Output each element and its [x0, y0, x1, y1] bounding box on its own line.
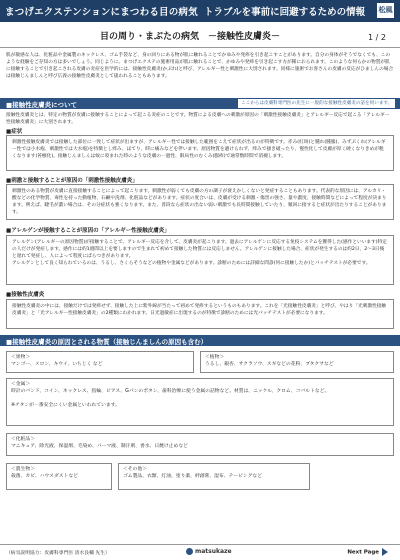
top-banner	[0, 0, 400, 22]
cosmetics-list: マニキュア、除光液、保湿剤、毛染め、パーマ液、制汗剤、香水、日焼け止めなど	[11, 444, 188, 449]
other-list: ゴム製品、衣類、灯油、塗り薬、絆創膏、湿布、テーピングなど	[123, 474, 263, 479]
metal-note: ※チタンが一番安全にくい金属といわれています。	[11, 403, 120, 408]
next-page-link[interactable]	[347, 548, 388, 556]
page-header	[0, 22, 400, 48]
allergic-text-1: アレルゲン(アレルギーの原因物質)が接触することで、アレルギー反応を介して、皮膚炎が起こります。過去にアレルゲンに反応する免疫システムを獲得した(感作といいます)特定の人だけが発症します。感作には約1週間以上を要しますので生まれて初めて接触した物質には反応しません。アレルゲンに接触した場合、症状が発生するのは約2日、2～3日後と遅れて発症し、人によって程度にばらつきがあります。	[12, 240, 388, 259]
cosmetics-box	[6, 433, 394, 456]
section-about-note: ここからは皮膚科専門医の先生に一般的な接触性皮膚炎の話を伺います。	[238, 99, 395, 108]
symptoms-box: 刺激性接触皮膚炎では接触した部位に一致して症状が出ますが、アレルギー性では接触した範囲をこえて症状が出るのが特徴です。赤み(紅斑)と腫れ(腫脹)、みずぶくれ(アレルギー性では小水疱、刺激性では大水疱)を特徴とし痒み、ほてり、時に痛みなどを伴います。原因物質を避けられず、痒みで掻き破ったり、慢性化して皮膚が厚く硬くなりきめが粗くなります(苔癬化)。接触じんましんは蚊に咬まれた時のような皮膚の一過性、限局性のむくみ(膨疹)で通常数時間で消褪します。	[6, 135, 394, 171]
section-about-text: 接触性皮膚炎とは、特定の物質が皮膚に接触することによって起こる炎症のことです。物質による皮膚への刺激が原因の「刺激性接触皮膚炎」とアレルギー反応で起こる「アレルギー性接触皮膚炎」に大別されます。	[6, 113, 390, 125]
metal-title: ＜金属＞	[11, 382, 31, 387]
section-causes-header	[0, 335, 400, 346]
allergic-title: ■アレルゲンが接触することが原因の「アレルギー性接触皮膚炎」	[6, 228, 170, 234]
intro-text: 肌が敏感な人は、化粧品や金属製のネックレス、ゴム手袋など、身の回りにある物が肌に触れることでかゆみや発疹を引き起こすことがあります。自分の身体がそうでなくても、このような経験をご存知の方は多いでしょう。同じように、まつげエクステの施術用品が肌に触れることで、かゆみや発疹を引き起こす方が稀におられます。このような何らかの物質が肌に接触することで引き起こされる皮膚の炎症を医学的には、接触性皮膚炎(かぶれ)と呼び、アレルギー性と刺激性に大別されます。同様に施術でお客さんの皮膚の反応がひましんの場合は接触じんましんと呼び広義の接触性皮膚炎として扱われることもあります。	[6, 53, 394, 79]
footer-brand	[186, 548, 232, 555]
irritant-title: ■刺激と接触することが原因の「刺激性接触皮膚炎」	[6, 178, 138, 184]
plants-list: うるし、銀杏、サクラソウ、スギなどの花粉、ブタクサなど	[205, 362, 334, 367]
page-footer	[0, 544, 400, 560]
brand-mark-icon	[186, 548, 193, 555]
footer-brand-text: matsukaze	[195, 548, 232, 555]
section-causes-label: ■接触性皮膚炎の原因とされる物質（接触じんましんの原因も含む）	[6, 338, 208, 346]
irritant-box: 刺激性のある物質が皮膚に直接接触することによって起こります。刺激性が弱くても皮膚の方の調子が衰えかしくないと発症することもあります。代表的な原因には、アルカリ・酸などの化学物質、毒性を持った動植物、石鹸や洗剤、化粧品などがあります。症状の度合いは、皮膚が受ける刺激・傷害の強さ、量や濃度、接触時間などによって程度が決まります。例えば、睫毛が濃い場合は、その分症状も強くなります。また、普段なら症状の出ない弱い刺激でも長時間接触していたり、頻回に接すると症状が出たりすることがあります。	[6, 184, 394, 220]
section-about-label: ■接触性皮膚炎について	[6, 101, 78, 109]
agri-box	[6, 463, 112, 490]
urticaria-box: 接触性皮膚炎の中には、接触だけでは発疹せず、接触した上に紫外線が当たって初めて発疹するというものもあります。これを「光接触性皮膚炎」と呼び、やはり「光刺激性接触皮膚炎」と「光アレルギー性接触皮膚炎」の2種類にわかれます。日光過敏症に出現するのが特徴で診断のためには光パッチテストが必要になります。	[6, 299, 394, 329]
urticaria-title: ■接触性皮膚炎	[6, 292, 45, 298]
plants-box	[200, 351, 394, 373]
section-about-header	[0, 98, 400, 109]
page-title: 目の周り・まぶたの病気 －接触性皮膚炎－	[100, 32, 281, 42]
arrow-right-icon	[382, 548, 388, 556]
page-number: 1 / 2	[368, 33, 386, 42]
metal-list: 時計のバンド、コイン、ネックレス、指輪、ピアス、Gパンのボタン、歯科治療に使う金属の詰物など。材質は、ニッケル、クロム、コバルトなど。	[11, 389, 330, 394]
cosmetics-title: ＜化粧品＞	[11, 437, 35, 442]
other-title: ＜その他＞	[123, 467, 147, 472]
allergic-text-2: アレルゲンとして良く知られているのは、うるし、さくらそうなどの植物や金属などがあります。診断のためには詳細な問診(何に接触したか)とパッチテストが必要です。	[12, 261, 371, 266]
allergic-box	[6, 235, 394, 285]
plants-title: ＜植物＞	[205, 355, 225, 360]
next-page-label: Next Page	[347, 549, 379, 556]
agri-title: ＜農生物＞	[11, 467, 35, 472]
metal-box	[6, 378, 394, 426]
source-credit: （病気説明協力：皮膚科専門医 清水良輔 先生）	[6, 551, 110, 556]
other-box	[118, 463, 310, 490]
banner-title-left: まつげエクステンションにまつわる目の病気	[5, 7, 198, 18]
fruits-list: マンゴー、メロン、キウイ、いちじく など	[11, 362, 103, 367]
agri-list: 殺菌、カビ、ハウスダストなど	[11, 474, 78, 479]
fruits-title: ＜果物＞	[11, 355, 31, 360]
banner-title-right: トラブルを事前に回避するための情報	[204, 7, 366, 18]
fruits-box	[6, 351, 194, 373]
brand-logo: 松風	[377, 3, 394, 18]
symptoms-title: ■症状	[6, 129, 23, 135]
